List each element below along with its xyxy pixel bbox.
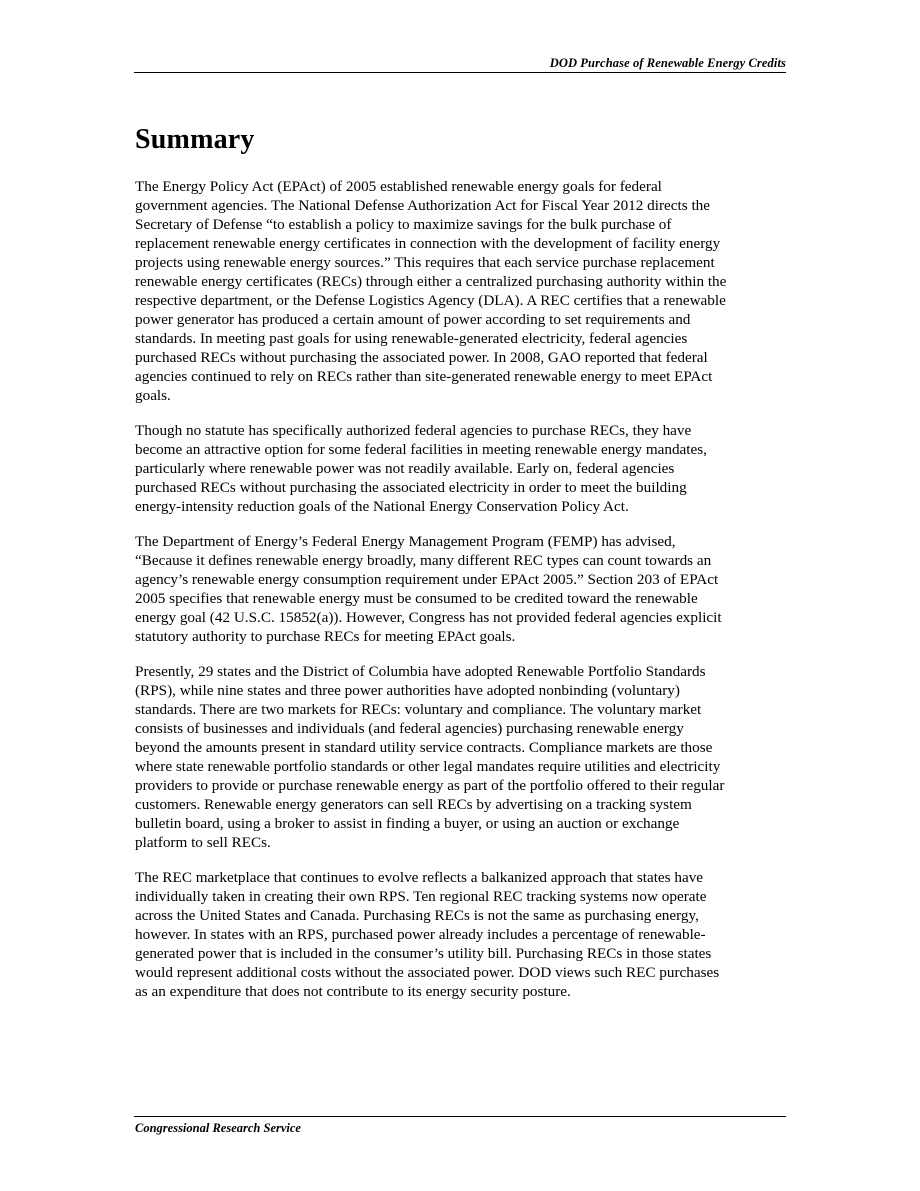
text-line: individually taken in creating their own RPS. Ten regional REC tracking systems now operate [135, 888, 707, 905]
header-rule [134, 72, 786, 73]
text-line: statutory authority to purchase RECs for meeting EPAct goals. [135, 628, 516, 645]
text-line: where state renewable portfolio standards or other legal mandates require utilities and electricity [135, 758, 721, 775]
text-line: customers. Renewable energy generators can sell RECs by advertising on a tracking system [135, 796, 692, 813]
text-line: government agencies. The National Defense Authorization Act for Fiscal Year 2012 directs the [135, 197, 710, 214]
text-line: 2005 specifies that renewable energy must be consumed to be credited toward the renewable [135, 590, 698, 607]
text-line: across the United States and Canada. Purchasing RECs is not the same as purchasing energy, [135, 907, 699, 924]
text-line: become an attractive option for some federal facilities in meeting renewable energy mandates, [135, 441, 707, 458]
text-line: beyond the amounts present in standard utility service contracts. Compliance markets are those [135, 739, 713, 756]
text-line: The Energy Policy Act (EPAct) of 2005 established renewable energy goals for federal [135, 178, 662, 195]
text-line: projects using renewable energy sources.” This requires that each service purchase replacement [135, 254, 715, 271]
text-line: Though no statute has specifically authorized federal agencies to purchase RECs, they have [135, 422, 692, 439]
text-line: The REC marketplace that continues to evolve reflects a balkanized approach that states have [135, 869, 704, 886]
text-line: renewable energy certificates (RECs) through either a centralized purchasing authority within the [135, 273, 727, 290]
text-line: “Because it defines renewable energy broadly, many different REC types can count towards an [135, 552, 712, 569]
text-line: purchased RECs without purchasing the associated electricity in order to meet the building [135, 479, 687, 496]
text-line: generated power that is included in the consumer’s utility bill. Purchasing RECs in those states [135, 945, 712, 962]
text-line: purchased RECs without purchasing the associated power. In 2008, GAO reported that federal [135, 349, 708, 366]
text-line: Secretary of Defense “to establish a policy to maximize savings for the bulk purchase of [135, 216, 672, 233]
text-line: goals. [135, 387, 171, 404]
text-line: agencies continued to rely on RECs rather than site-generated renewable energy to meet EPAct [135, 368, 713, 385]
text-line: energy-intensity reduction goals of the National Energy Conservation Policy Act. [135, 498, 629, 515]
text-line: standards. There are two markets for RECs: voluntary and compliance. The voluntary market [135, 701, 702, 718]
summary-body [135, 177, 787, 1017]
text-line: bulletin board, using a broker to assist in finding a buyer, or using an auction or exchange [135, 815, 680, 832]
text-line: platform to sell RECs. [135, 834, 271, 851]
text-line: (RPS), while nine states and three power authorities have adopted nonbinding (voluntary) [135, 682, 680, 699]
page-title: Summary [135, 124, 255, 155]
paragraph-2 [135, 421, 787, 516]
text-line: however. In states with an RPS, purchased power already includes a percentage of renewable- [135, 926, 706, 943]
text-line: energy goal (42 U.S.C. 15852(a)). However, Congress has not provided federal agencies explicit [135, 609, 722, 626]
text-line: agency’s renewable energy consumption requirement under EPAct 2005.” Section 203 of EPAct [135, 571, 719, 588]
paragraph-3 [135, 532, 787, 646]
text-line: providers to provide or purchase renewable energy as part of the portfolio offered to their regular [135, 777, 725, 794]
paragraph-4 [135, 662, 787, 852]
text-line: would represent additional costs without the associated power. DOD views such REC purchases [135, 964, 720, 981]
text-line: particularly where renewable power was not readily available. Early on, federal agencies [135, 460, 675, 477]
text-line: Presently, 29 states and the District of Columbia have adopted Renewable Portfolio Standards [135, 663, 706, 680]
text-line: respective department, or the Defense Logistics Agency (DLA). A REC certifies that a renewable [135, 292, 726, 309]
paragraph-1 [135, 177, 787, 405]
running-header: DOD Purchase of Renewable Energy Credits [549, 56, 786, 70]
text-line: standards. In meeting past goals for using renewable-generated electricity, federal agencies [135, 330, 688, 347]
text-line: The Department of Energy’s Federal Energy Management Program (FEMP) has advised, [135, 533, 676, 550]
text-line: power generator has produced a certain amount of power according to set requirements and [135, 311, 691, 328]
text-line: replacement renewable energy certificates in connection with the development of facility energy [135, 235, 721, 252]
text-line: consists of businesses and individuals (and federal agencies) purchasing renewable energy [135, 720, 684, 737]
text-line: as an expenditure that does not contribute to its energy security posture. [135, 983, 571, 1000]
running-footer: Congressional Research Service [135, 1121, 301, 1135]
paragraph-5 [135, 868, 787, 1001]
footer-rule [134, 1116, 786, 1117]
